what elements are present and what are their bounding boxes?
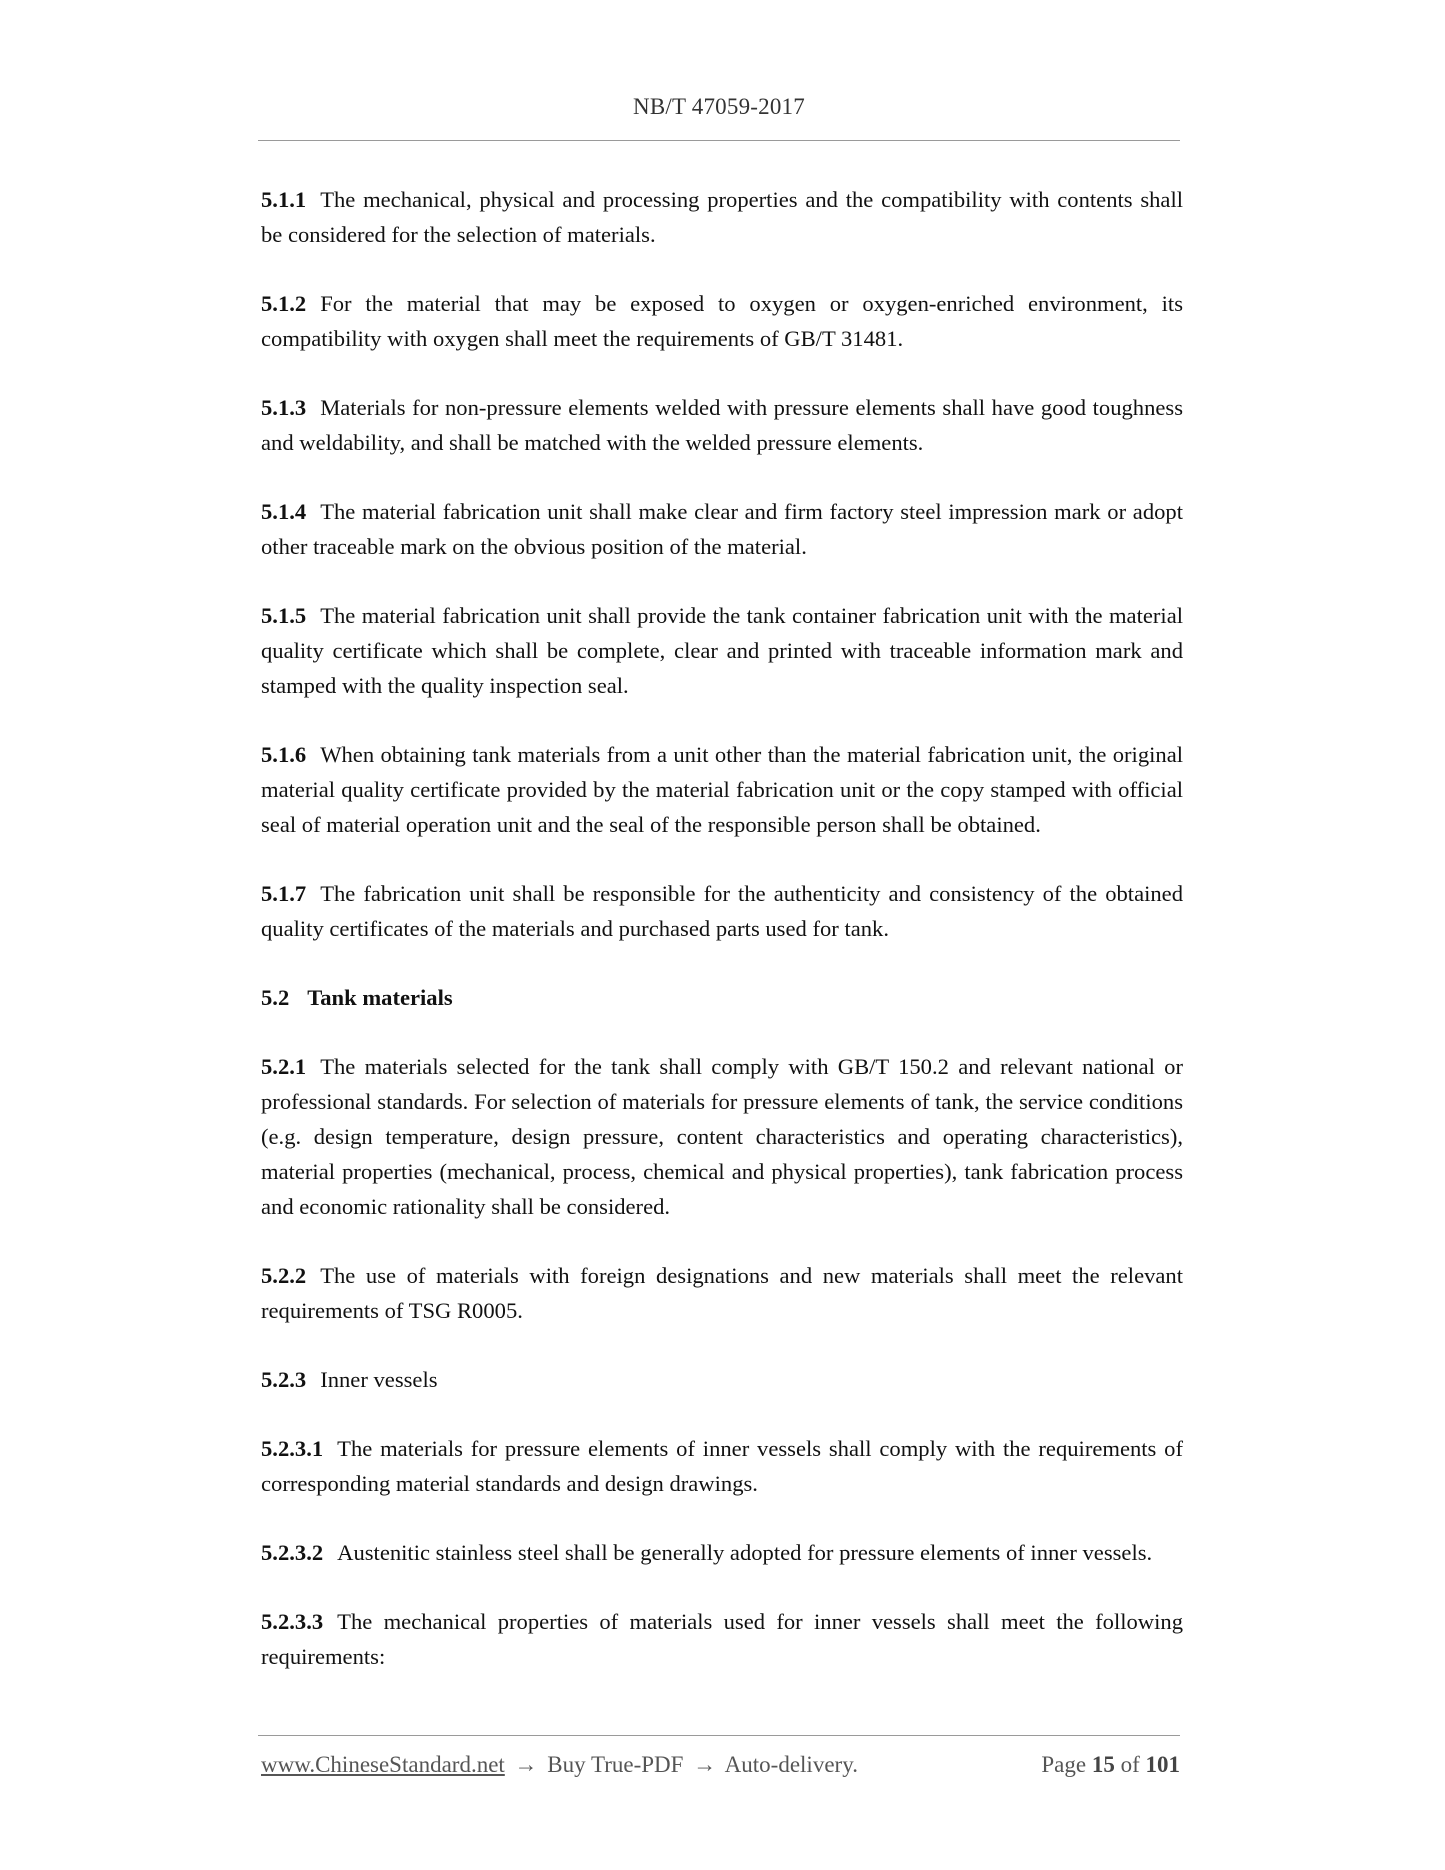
section-title: Tank materials <box>307 985 453 1010</box>
clause-text: Materials for non-pressure elements welded with pressure elements shall have good toughness and weldability, and shall be matched with the welded pressure elements. <box>261 395 1183 455</box>
clause-text: When obtaining tank materials from a unit other than the material fabrication unit, the original material quality certificate provided by the material fabrication unit or the copy stamped with official seal of material operation unit and the seal of the responsible person shall be obtained. <box>261 742 1183 837</box>
clause-text: The mechanical properties of materials used for inner vessels shall meet the following requirements: <box>261 1609 1183 1669</box>
clause-5-1-6 <box>261 737 1183 842</box>
total-pages: 101 <box>1145 1752 1180 1777</box>
clause-number: 5.2.3.1 <box>261 1436 324 1461</box>
clause-text: The materials selected for the tank shall comply with GB/T 150.2 and relevant national or professional standards. For selection of materials for pressure elements of tank, the service conditions (e.g. design temperature, design pressure, content characteristics and operating characteristics), material properties (mechanical, process, chemical and physical properties), tank fabrication process and economic rationality shall be considered. <box>261 1054 1183 1219</box>
clause-number: 5.1.2 <box>261 291 307 316</box>
clause-text: The materials for pressure elements of inner vessels shall comply with the requirements of corresponding material standards and design drawings. <box>261 1436 1183 1496</box>
clause-text: The material fabrication unit shall provide the tank container fabrication unit with the material quality certificate which shall be complete, clear and printed with traceable information mark and stamped with the quality inspection seal. <box>261 603 1183 698</box>
clause-number: 5.1.5 <box>261 603 307 628</box>
clause-5-2-3-2 <box>261 1535 1183 1570</box>
arrow-right-icon: → <box>693 1752 717 1777</box>
clause-5-1-4 <box>261 494 1183 564</box>
page-word: Page <box>1041 1752 1087 1777</box>
clause-number: 5.2.1 <box>261 1054 307 1079</box>
clause-5-1-3 <box>261 390 1183 460</box>
clause-5-1-5 <box>261 598 1183 703</box>
subsection-heading-5-2-3 <box>261 1362 1183 1397</box>
document-body <box>261 182 1183 1708</box>
clause-5-1-1 <box>261 182 1183 252</box>
clause-number: 5.1.7 <box>261 881 307 906</box>
clause-text: The fabrication unit shall be responsible for the authenticity and consistency of the obtained quality certificates of the materials and purchased parts used for tank. <box>261 881 1183 941</box>
footer-divider <box>258 1735 1180 1736</box>
section-heading-5-2 <box>261 980 1183 1015</box>
clause-5-1-7 <box>261 876 1183 946</box>
clause-text: The material fabrication unit shall make clear and firm factory steel impression mark or adopt other traceable mark on the obvious position of the material. <box>261 499 1183 559</box>
subsection-title: Inner vessels <box>320 1367 438 1392</box>
clause-number: 5.2.3.3 <box>261 1609 324 1634</box>
clause-5-1-2 <box>261 286 1183 356</box>
header-divider <box>258 140 1180 141</box>
clause-number: 5.2.3.2 <box>261 1540 324 1565</box>
section-number: 5.2 <box>261 985 290 1010</box>
current-page: 15 <box>1091 1752 1115 1777</box>
page-header-title: NB/T 47059-2017 <box>633 94 805 119</box>
clause-text: The mechanical, physical and processing properties and the compatibility with contents shall be considered for the selection of materials. <box>261 187 1183 247</box>
clause-number: 5.2.3 <box>261 1367 307 1392</box>
clause-number: 5.1.3 <box>261 395 307 420</box>
clause-number: 5.1.6 <box>261 742 307 767</box>
clause-number: 5.1.4 <box>261 499 307 524</box>
buy-pdf-text: Buy True-PDF <box>547 1752 684 1777</box>
arrow-right-icon: → <box>514 1752 538 1777</box>
page-number <box>1041 1752 1180 1778</box>
clause-text: For the material that may be exposed to oxygen or oxygen-enriched environment, its compatibility with oxygen shall meet the requirements of GB/T 31481. <box>261 291 1183 351</box>
website-link[interactable]: www.ChineseStandard.net <box>261 1752 505 1777</box>
clause-number: 5.2.2 <box>261 1263 307 1288</box>
clause-number: 5.1.1 <box>261 187 307 212</box>
footer-promo <box>261 1752 858 1778</box>
of-word: of <box>1120 1752 1140 1777</box>
auto-delivery-text: Auto-delivery. <box>724 1752 858 1777</box>
clause-5-2-1 <box>261 1049 1183 1224</box>
clause-5-2-2 <box>261 1258 1183 1328</box>
clause-5-2-3-1 <box>261 1431 1183 1501</box>
clause-text: The use of materials with foreign designations and new materials shall meet the relevant requirements of TSG R0005. <box>261 1263 1183 1323</box>
clause-5-2-3-3 <box>261 1604 1183 1674</box>
clause-text: Austenitic stainless steel shall be generally adopted for pressure elements of inner vessels. <box>337 1540 1153 1565</box>
